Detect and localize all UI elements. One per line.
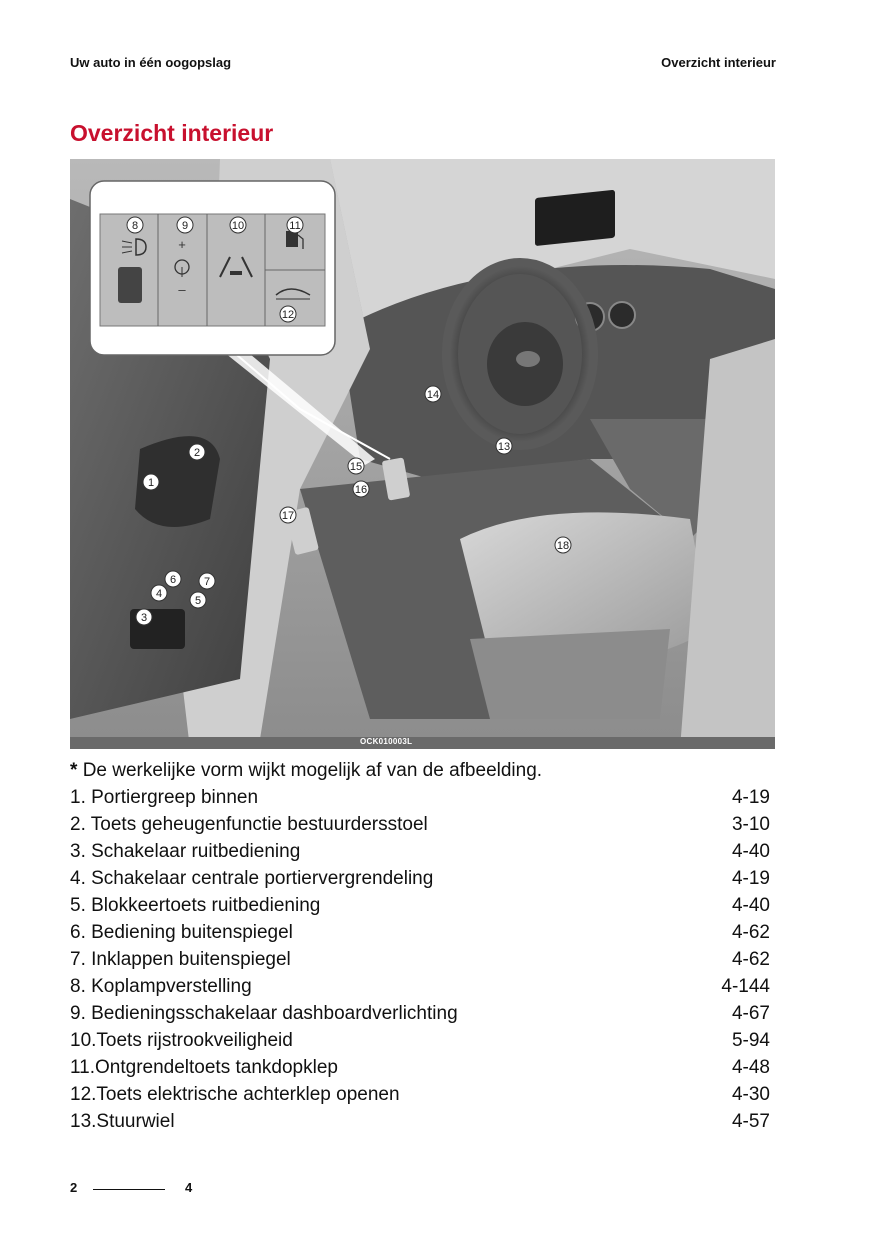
note-marker: * — [70, 760, 78, 781]
callout-10: 10 — [231, 220, 245, 232]
brightness-minus-label: – — [178, 282, 186, 297]
figure-code: OCK010003L — [360, 737, 413, 746]
interior-drawing — [70, 159, 775, 749]
callout-17: 17 — [281, 510, 295, 522]
item-label: 8. Koplampverstelling — [70, 975, 252, 997]
list-item — [70, 1081, 770, 1108]
item-page: 4-62 — [731, 921, 770, 943]
item-page: 4-40 — [731, 840, 770, 862]
item-label: 13.Stuurwiel — [70, 1110, 175, 1132]
item-label: 7. Inklappen buitenspiegel — [70, 948, 291, 970]
item-page: 3-10 — [731, 813, 770, 835]
list-item — [70, 1054, 770, 1081]
callout-11: 11 — [289, 220, 301, 232]
callout-18: 18 — [556, 540, 570, 552]
callout-7: 7 — [203, 576, 211, 588]
callout-6: 6 — [169, 574, 177, 586]
callout-16: 16 — [354, 484, 368, 496]
callout-2: 2 — [193, 447, 201, 459]
list-item — [70, 946, 770, 973]
callout-8: 8 — [131, 220, 139, 232]
list-item — [70, 811, 770, 838]
note-text: De werkelijke vorm wijkt mogelijk af van de afbeelding. — [82, 760, 543, 781]
callout-1: 1 — [147, 477, 155, 489]
callout-4: 4 — [155, 588, 163, 600]
item-label: 5. Blokkeertoets ruitbediening — [70, 894, 321, 916]
list-item — [70, 973, 770, 1000]
disclaimer-note — [70, 760, 542, 782]
brightness-plus-label: + — [178, 237, 186, 252]
footer-page-number: 4 — [185, 1180, 193, 1195]
headlamp-leveling-wheel — [118, 267, 142, 303]
callout-13: 13 — [497, 441, 511, 453]
item-label: 9. Bedieningsschakelaar dashboardverlichting — [70, 1002, 458, 1024]
list-item — [70, 892, 770, 919]
list-item — [70, 838, 770, 865]
item-label: 11.Ontgrendeltoets tankdopklep — [70, 1056, 338, 1078]
item-page: 4-19 — [731, 786, 770, 808]
item-label: 6. Bediening buitenspiegel — [70, 921, 293, 943]
running-header-left: Uw auto in één oogopslag — [70, 55, 232, 70]
item-page: 4-30 — [731, 1083, 770, 1105]
item-label: 3. Schakelaar ruitbediening — [70, 840, 301, 862]
running-header-right: Overzicht interieur — [661, 55, 776, 70]
item-label: 4. Schakelaar centrale portiervergrendeling — [70, 867, 434, 889]
component-list — [70, 784, 770, 1135]
list-item — [70, 865, 770, 892]
item-label: 12.Toets elektrische achterklep openen — [70, 1083, 400, 1105]
footer-section-number: 2 — [70, 1180, 78, 1195]
callout-15: 15 — [349, 461, 363, 473]
item-page: 4-67 — [731, 1002, 770, 1024]
item-page: 4-57 — [731, 1110, 770, 1132]
callout-5: 5 — [194, 595, 202, 607]
callout-3: 3 — [140, 612, 148, 624]
item-page: 4-62 — [731, 948, 770, 970]
item-page: 4-40 — [731, 894, 770, 916]
callout-9: 9 — [181, 220, 189, 232]
callout-14: 14 — [426, 389, 440, 401]
list-item — [70, 1027, 770, 1054]
item-label: 10.Toets rijstrookveiligheid — [70, 1029, 293, 1051]
footer-divider — [93, 1189, 165, 1190]
item-page: 5-94 — [731, 1029, 770, 1051]
item-label: 1. Portiergreep binnen — [70, 786, 259, 808]
list-item — [70, 1108, 770, 1135]
callout-12: 12 — [281, 309, 295, 321]
interior-illustration — [70, 159, 775, 749]
list-item — [70, 784, 770, 811]
item-page: 4-48 — [731, 1056, 770, 1078]
list-item — [70, 1000, 770, 1027]
item-label: 2. Toets geheugenfunctie bestuurdersstoel — [70, 813, 428, 835]
item-page: 4-144 — [721, 975, 770, 997]
page-title: Overzicht interieur — [70, 120, 274, 146]
item-page: 4-19 — [731, 867, 770, 889]
list-item — [70, 919, 770, 946]
